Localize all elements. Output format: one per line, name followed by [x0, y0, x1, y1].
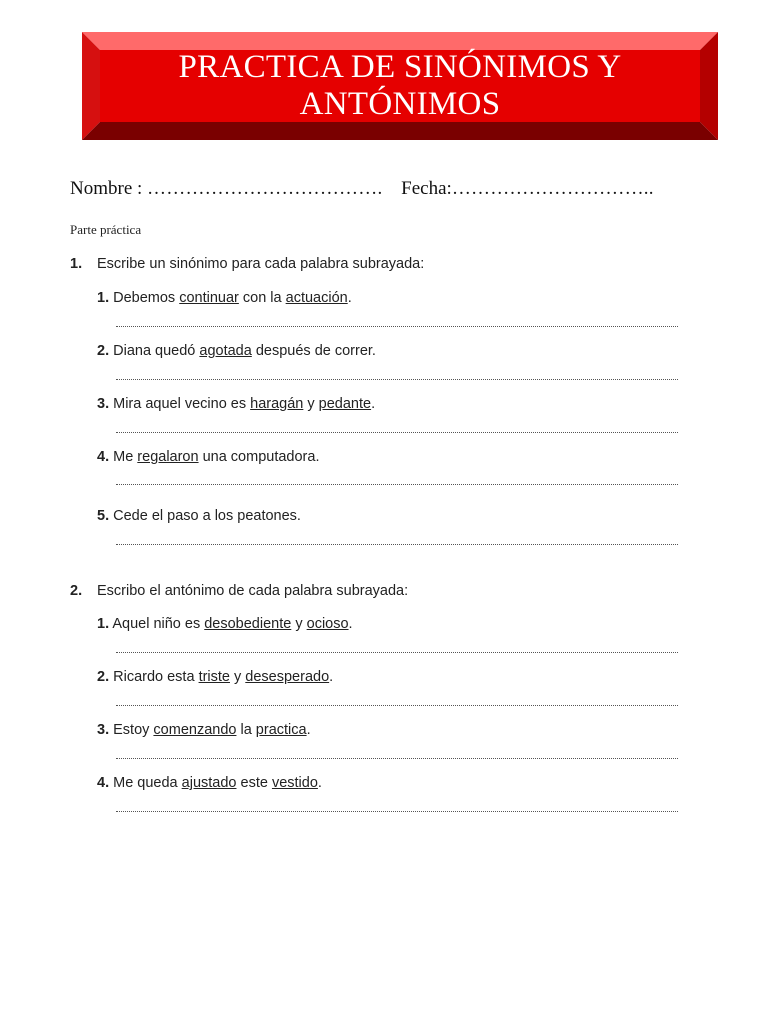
item-text: . — [347, 290, 352, 306]
fecha-label: Fecha: — [401, 178, 452, 199]
underlined-word: vestido — [271, 775, 318, 791]
item-number: 1. — [97, 290, 110, 306]
nombre-field[interactable]: ………………………………. — [147, 178, 383, 199]
exercise-item — [97, 290, 352, 306]
underlined-word: desesperado — [245, 669, 330, 685]
item-text: . — [306, 722, 311, 738]
answer-line[interactable] — [116, 703, 678, 706]
underlined-word: haragán — [250, 396, 304, 412]
item-text: Me — [113, 449, 138, 465]
underlined-word: regalaron — [137, 449, 199, 465]
exercise-item — [97, 669, 333, 685]
item-text: Cede el paso a los peatones. — [113, 508, 301, 524]
underlined-word: ajustado — [181, 775, 237, 791]
exercise-item — [97, 449, 319, 465]
item-number: 3. — [97, 722, 110, 738]
answer-line[interactable] — [116, 650, 678, 653]
answer-line[interactable] — [116, 542, 678, 545]
answer-line[interactable] — [116, 482, 678, 485]
exercise-item — [97, 616, 353, 632]
exercise-item — [97, 722, 311, 738]
title-banner — [82, 32, 718, 140]
item-number: 3. — [97, 396, 110, 412]
item-text: con la — [238, 290, 286, 306]
question-2 — [70, 583, 408, 599]
item-text: después de correr. — [251, 343, 376, 359]
section-label: Parte práctica — [70, 222, 142, 237]
answer-line[interactable] — [116, 430, 678, 433]
item-number: 5. — [97, 508, 110, 524]
item-text: Aquel niño es — [112, 616, 205, 632]
name-date-line — [70, 178, 654, 200]
exercise-item — [97, 508, 301, 524]
question-prompt: Escribe un sinónimo para cada palabra subrayada: — [97, 256, 425, 272]
underlined-word: pedante — [318, 396, 372, 412]
item-text: Estoy — [113, 722, 154, 738]
item-text: . — [317, 775, 322, 791]
answer-line[interactable] — [116, 809, 678, 812]
item-text: la — [236, 722, 256, 738]
answer-line[interactable] — [116, 756, 678, 759]
underlined-word: actuación — [285, 290, 348, 306]
underlined-word: ocioso — [306, 616, 349, 632]
item-number: 2. — [97, 343, 110, 359]
item-text: Me queda — [113, 775, 182, 791]
item-number: 4. — [97, 449, 110, 465]
item-number: 4. — [97, 775, 110, 791]
item-text: y — [303, 396, 319, 412]
item-text: Ricardo esta — [113, 669, 199, 685]
exercise-item — [97, 396, 375, 412]
item-number: 1. — [97, 616, 110, 632]
underlined-word: desobediente — [204, 616, 292, 632]
exercise-item — [97, 775, 322, 791]
item-text: este — [236, 775, 272, 791]
answer-line[interactable] — [116, 377, 678, 380]
question-prompt: Escribo el antónimo de cada palabra subrayada: — [97, 583, 409, 599]
item-text: Mira aquel vecino es — [113, 396, 251, 412]
exercise-item — [97, 343, 376, 359]
item-text: y — [229, 669, 246, 685]
item-text: una computadora. — [198, 449, 320, 465]
underlined-word: comenzando — [153, 722, 237, 738]
question-number: 1. — [70, 256, 83, 272]
item-text: . — [371, 396, 376, 412]
item-text: y — [291, 616, 307, 632]
item-text: Diana quedó — [113, 343, 200, 359]
nombre-label: Nombre : — [70, 178, 143, 199]
item-text: . — [348, 616, 353, 632]
question-1 — [70, 256, 424, 272]
underlined-word: continuar — [179, 290, 239, 306]
question-number: 2. — [70, 583, 83, 599]
page-title: PRACTICA DE SINÓNIMOS Y ANTÓNIMOS — [178, 49, 622, 122]
item-number: 2. — [97, 669, 110, 685]
underlined-word: agotada — [199, 343, 252, 359]
fecha-field[interactable]: ………………………….. — [451, 178, 654, 199]
underlined-word: practica — [255, 722, 307, 738]
underlined-word: triste — [198, 669, 230, 685]
item-text: . — [329, 669, 334, 685]
item-text: Debemos — [113, 290, 180, 306]
answer-line[interactable] — [116, 324, 678, 327]
